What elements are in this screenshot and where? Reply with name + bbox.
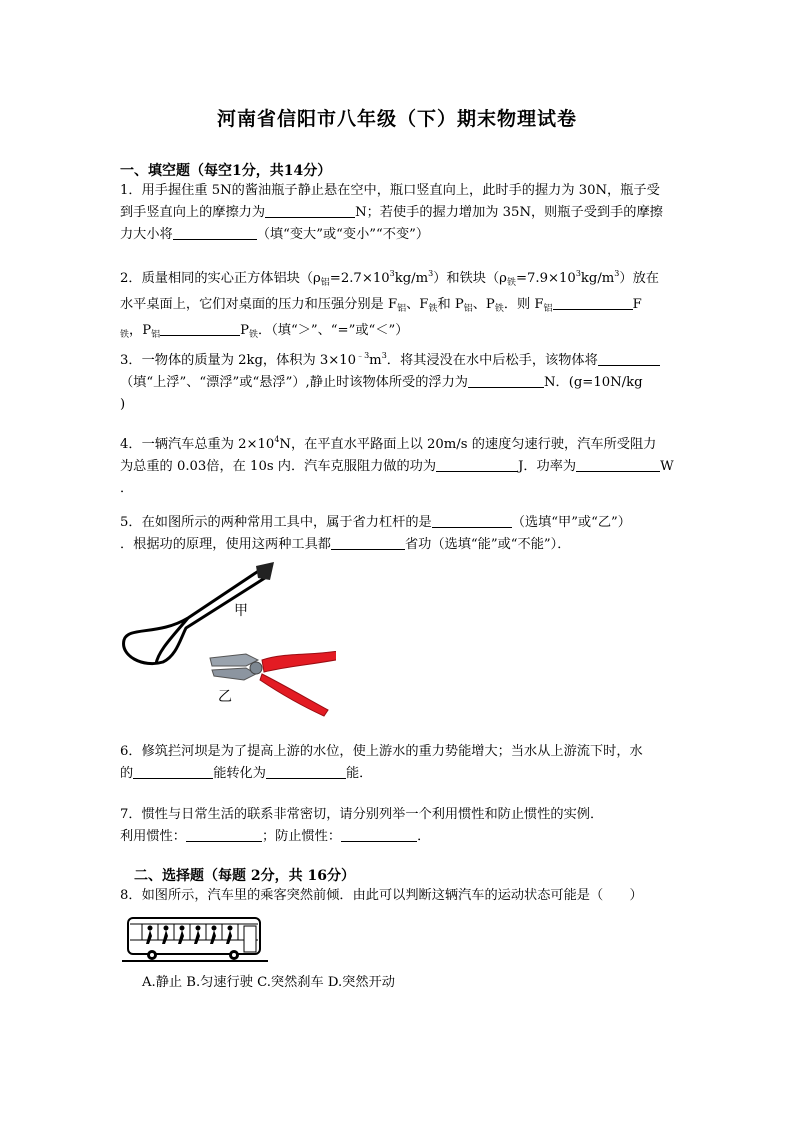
q4-line1: 4．一辆汽车总重为 $2\times 10^4N$，在平直水平路面上以 20m/s 的速度匀速行驶，汽车所受阻力: [120, 435, 657, 452]
answer-blank[interactable]: [186, 827, 262, 842]
q7-line2: 利用惯性： ；防止惯性： ．: [120, 829, 431, 844]
section-choice-heading: 二、选择题（每题 2分，共 16分）: [134, 868, 355, 884]
q6-line2: 的 能转化为 能．: [120, 766, 373, 781]
q5-line1: 5．在如图所示的两种常用工具中，属于省力杠杆的是 （选填“甲”或“乙”）: [120, 515, 631, 530]
answer-blank[interactable]: [436, 457, 518, 472]
q1-line2: 到手竖直向上的摩擦力为 N；若使手的握力增加为 35N，则瓶子受到手的摩擦: [120, 205, 663, 220]
q1-line3: 力大小将 （填“变大”或“变小”“不变”）: [120, 227, 430, 242]
answer-blank[interactable]: [265, 203, 355, 218]
answer-blank[interactable]: [432, 513, 512, 528]
figure-label-jia: 甲: [234, 603, 248, 619]
pliers-figure: [206, 646, 336, 718]
answer-blank[interactable]: [133, 764, 213, 779]
bus-figure: [122, 914, 268, 966]
q3-line2: （填“上浮”、“漂浮”或“悬浮”）,静止时该物体所受的浮力为 N．(g=10N/kg: [120, 375, 643, 390]
q3-line3: ): [120, 397, 126, 412]
q8-options: A.静止 B.匀速行驶 C.突然刹车 D.突然开动: [142, 975, 395, 990]
q5-line2: ．根据功的原理，使用这两种工具都 省功（选填“能”或“不能”）．: [120, 537, 571, 552]
answer-blank[interactable]: [553, 295, 633, 310]
figure-label-yi: 乙: [218, 689, 232, 705]
answer-blank[interactable]: [576, 457, 660, 472]
answer-blank[interactable]: [468, 373, 544, 388]
question-3: [120, 345, 680, 416]
answer-blank[interactable]: [341, 827, 417, 842]
q2-line3: $_铁$，$P_铝$ $P_铁$．（填“＞”、“=”或“＜”）: [120, 323, 409, 340]
answer-blank[interactable]: [331, 535, 405, 550]
answer-blank[interactable]: [160, 321, 240, 336]
q2-line2: 水平桌面上，它们对桌面的压力和压强分别是 $F_铝$、$F_铁$和 $P_铝$、$P_铁$．则 $F_铝$ F: [120, 297, 642, 314]
q2-line1: 2．质量相同的实心正方体铝块$(\rho_铝=2.7\times 10^3kg/m^3)$和铁块$(\rho_铁=7.9\times 10^3kg/m^3)$放在: [120, 269, 659, 288]
question-4: [120, 429, 680, 500]
q8-line1: 8．如图所示，汽车里的乘客突然前倾．由此可以判断这辆汽车的运动状态可能是（ ）: [120, 888, 643, 903]
question-1: [120, 180, 680, 246]
question-6: [120, 741, 680, 785]
question-8: [120, 885, 680, 907]
q3-line1: 3．一物体的质量为 2kg，体积为 $3\times 10^{﹣3}m^3$．将其浸没在水中后松手，该物体将: [120, 345, 680, 372]
question-2: [120, 263, 680, 346]
section-fill-in-heading: 一、填空题（每空1分，共14分）: [120, 163, 332, 179]
q1-line1: 1．用手握住重 5N的酱油瓶子静止悬在空中，瓶口竖直向上，此时手的握力为 30N，瓶子受: [120, 183, 660, 198]
answer-blank[interactable]: [266, 764, 346, 779]
q4-line3: ．: [120, 481, 134, 496]
q7-line1: 7．惯性与日常生活的联系非常密切，请分别列举一个利用惯性和防止惯性的实例．: [120, 807, 604, 822]
answer-blank[interactable]: [173, 225, 257, 240]
q4-line2: 为总重的 0.03倍，在 10s 内．汽车克服阻力做的功为 J．功率为 W: [120, 459, 674, 474]
question-5: [120, 512, 680, 556]
answer-blank[interactable]: [598, 351, 660, 366]
question-7: [120, 804, 680, 848]
page-title: 河南省信阳市八年级（下）期末物理试卷: [216, 108, 577, 130]
q6-line1: 6．修筑拦河坝是为了提高上游的水位，使上游水的重力势能增大；当水从上游流下时，水: [120, 744, 643, 759]
